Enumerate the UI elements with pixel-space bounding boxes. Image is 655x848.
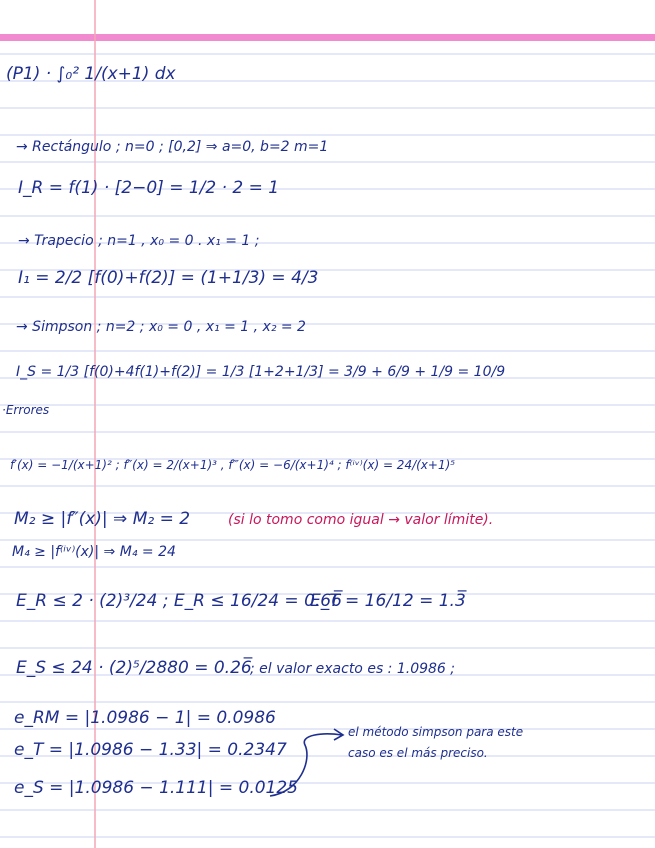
rectangle-integral: I_R = f(1) · [2−0] = 1/2 · 2 = 1	[18, 178, 280, 198]
trapezoid-header: → Trapecio ; n=1 , x₀ = 0 . x₁ = 1 ;	[18, 233, 260, 249]
top-band	[0, 34, 655, 41]
rm-error-value: e_RM = |1.0986 − 1| = 0.0986	[14, 708, 276, 728]
simpson-integral: I_S = 1/3 [f(0)+4f(1)+f(2)] = 1/3 [1+2+1/3] = 3/9 + 6/9 + 1/9 = 10/9	[16, 364, 506, 380]
m4-bound: M₄ ≥ |f⁽ⁱᵛ⁾(x)| ⇒ M₄ = 24	[12, 544, 176, 560]
derivatives-line: f′(x) = −1/(x+1)² ; f″(x) = 2/(x+1)³ , f‴(x) = −6/(x+1)⁴ ; f⁽ⁱᵛ⁾(x) = 24/(x+1)⁵	[10, 458, 456, 472]
trapezoid-integral: I₁ = 2/2 [f(0)+f(2)] = (1+1/3) = 4/3	[18, 268, 319, 288]
s-error-value: e_S = |1.0986 − 1.111| = 0.0125	[14, 778, 298, 798]
rectangle-header: → Rectángulo ; n=0 ; [0,2] ⇒ a=0, b=2 m=1	[16, 139, 329, 155]
conclusion-line-2: caso es el más preciso.	[348, 746, 488, 760]
errors-heading: ·Errores	[2, 403, 50, 417]
m2-note: (si lo tomo como igual → valor límite).	[228, 512, 494, 528]
simpson-error: E_S ≤ 24 · (2)⁵/2880 = 0.26̅	[16, 658, 252, 678]
conclusion-line-1: el método simpson para este	[348, 725, 524, 739]
trapezoid-error: E_T = 16/12 = 1.3̅	[310, 591, 466, 611]
rectangle-error: E_R ≤ 2 · (2)³/24 ; E_R ≤ 16/24 = 0.66̅	[16, 591, 342, 611]
simpson-header: → Simpson ; n=2 ; x₀ = 0 , x₁ = 1 , x₂ = 2	[16, 319, 306, 335]
exact-value: ; el valor exacto es : 1.0986 ;	[250, 661, 456, 677]
m2-bound: M₂ ≥ |f″(x)| ⇒ M₂ = 2	[14, 509, 191, 529]
problem-statement: (P1) · ∫₀² 1/(x+1) dx	[6, 64, 176, 84]
t-error-value: e_T = |1.0986 − 1.33| = 0.2347	[14, 740, 287, 760]
